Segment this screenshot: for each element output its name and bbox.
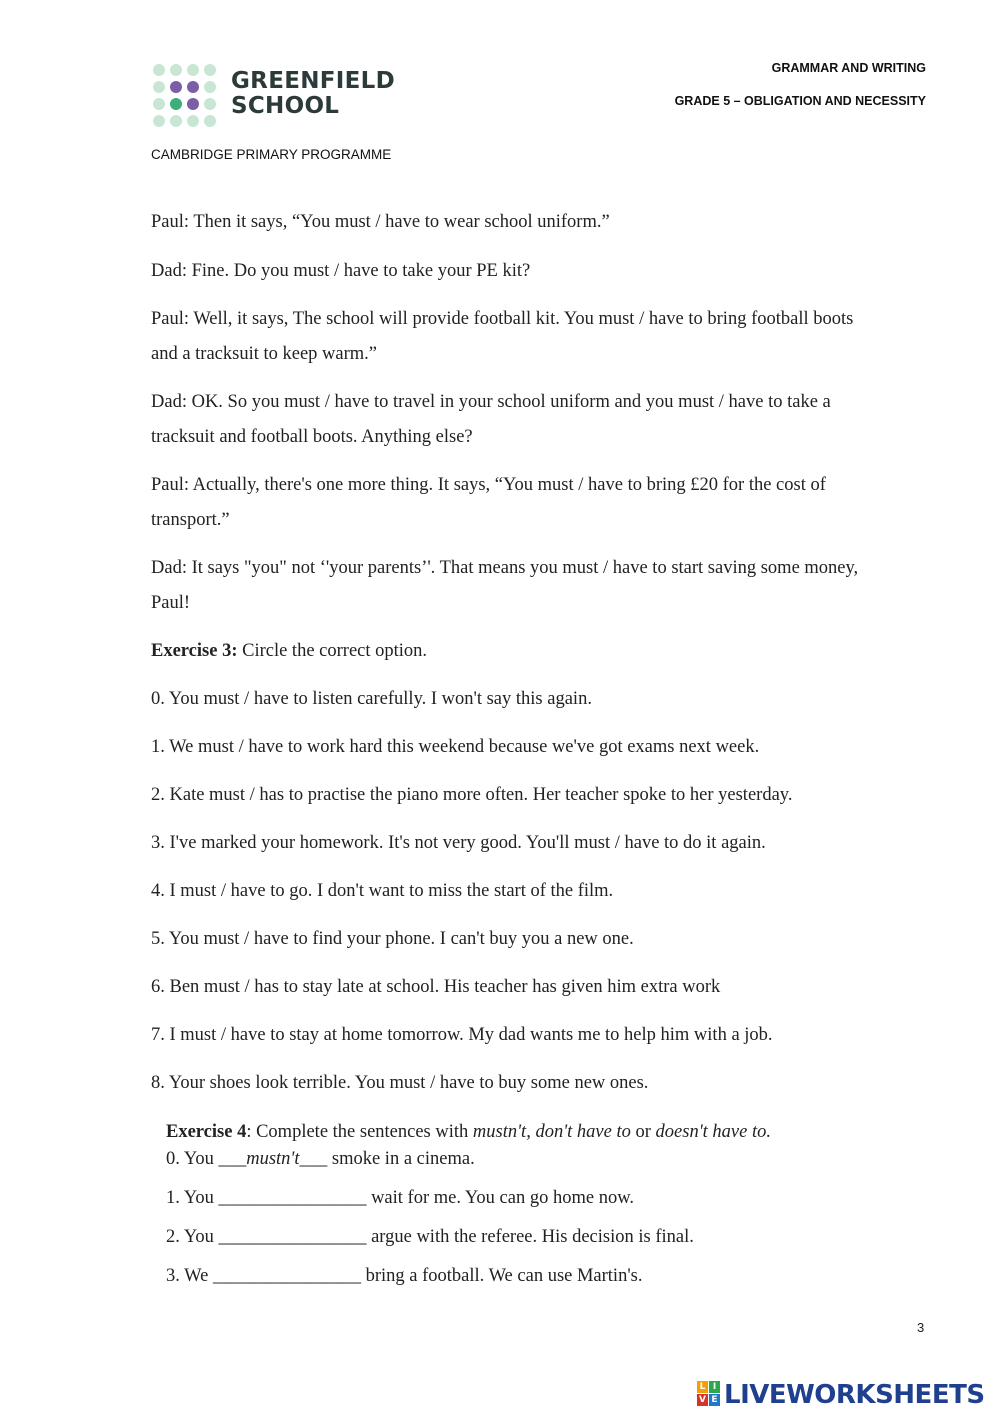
- school-logo: [153, 64, 413, 128]
- exercise3-item: 7. I must / have to stay at home tomorrow. My dad wants me to help him with a job.: [151, 1025, 773, 1045]
- dialogue-line: Dad: It says "you" not ‘'your parents’'. That means you must / have to start saving some money,: [151, 558, 859, 578]
- subject-label: GRAMMAR AND WRITING: [771, 61, 926, 75]
- page-number: 3: [917, 1320, 925, 1335]
- liveworksheets-badge-icon: L I V E: [697, 1381, 721, 1407]
- liveworksheets-wordmark: LIVEWORKSHEETS: [724, 1380, 985, 1410]
- exercise3-title: Exercise 3:: [151, 641, 238, 661]
- exercise3-item: 3. I've marked your homework. It's not very good. You'll must / have to do it again.: [151, 833, 766, 853]
- document-header: [675, 61, 926, 127]
- exercise3-item: 2. Kate must / has to practise the piano more often. Her teacher spoke to her yesterday.: [151, 785, 793, 805]
- example-answer: mustn't: [246, 1149, 300, 1169]
- dialogue-line: Paul: Actually, there's one more thing. It says, “You must / have to bring £20 for the cost of: [151, 475, 826, 495]
- dialogue-line: Dad: Fine. Do you must / have to take your PE kit?: [151, 261, 531, 281]
- dialogue-line: Paul: Then it says, “You must / have to wear school uniform.”: [151, 212, 610, 232]
- dialogue-line: and a tracksuit to keep warm.”: [151, 344, 378, 364]
- exercise3-item: 6. Ben must / has to stay late at school. His teacher has given him extra work: [151, 977, 721, 997]
- exercise3-instruction: Circle the correct option.: [237, 641, 428, 661]
- exercise3-item: 1. We must / have to work hard this weekend because we've got exams next week.: [151, 737, 760, 757]
- exercise4-item[interactable]: 3. We ________________ bring a football. We can use Martin's.: [166, 1266, 643, 1286]
- exercise4-item[interactable]: 2. You ________________ argue with the referee. His decision is final.: [166, 1227, 694, 1247]
- logo-dots-icon: [153, 64, 219, 128]
- dialogue-line: transport.”: [151, 510, 230, 530]
- exercise4-item[interactable]: 1. You ________________ wait for me. You can go home now.: [166, 1188, 634, 1208]
- topic-label: GRADE 5 – OBLIGATION AND NECESSITY: [674, 94, 926, 108]
- liveworksheets-watermark: [697, 1378, 997, 1412]
- exercise4-example: 0. You ___mustn't___ smoke in a cinema.: [166, 1149, 475, 1169]
- exercise3-item: 0. You must / have to listen carefully. I won't say this again.: [151, 689, 592, 709]
- dialogue-line: Dad: OK. So you must / have to travel in your school uniform and you must / have to take a: [151, 392, 831, 412]
- program-label: CAMBRIDGE PRIMARY PROGRAMME: [151, 147, 392, 162]
- dialogue-line: tracksuit and football boots. Anything else?: [151, 427, 473, 447]
- exercise3-heading: [151, 641, 427, 662]
- exercise3-item: 5. You must / have to find your phone. I can't buy you a new one.: [151, 929, 634, 949]
- exercise4-heading: Exercise 4: Complete the sentences with mustn't, don't have to or doesn't have to.: [166, 1122, 771, 1142]
- exercise4-title: Exercise 4: [166, 1122, 247, 1142]
- exercise3-item: 4. I must / have to go. I don't want to miss the start of the film.: [151, 881, 614, 901]
- dialogue-line: Paul: Well, it says, The school will provide football kit. You must / have to bring football boots: [151, 309, 854, 329]
- dialogue-line: Paul!: [151, 593, 191, 613]
- exercise3-item: 8. Your shoes look terrible. You must / have to buy some new ones.: [151, 1073, 649, 1093]
- logo-wordmark: GREENFIELD SCHOOL: [231, 68, 395, 119]
